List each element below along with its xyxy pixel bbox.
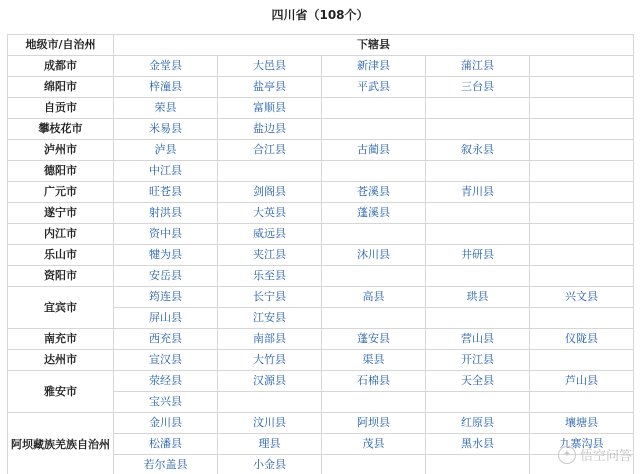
county-table — [7, 34, 634, 474]
city-name: 广元市 — [8, 182, 114, 203]
county-name — [322, 308, 426, 329]
city-name: 攀枝花市 — [8, 119, 114, 140]
county-name: 威远县 — [218, 224, 322, 245]
county-name: 青川县 — [426, 182, 530, 203]
table-row — [8, 287, 634, 308]
county-name: 叙永县 — [426, 140, 530, 161]
county-name — [426, 203, 530, 224]
county-name: 盐边县 — [218, 119, 322, 140]
county-name — [530, 266, 634, 287]
county-name — [218, 161, 322, 182]
county-name — [530, 350, 634, 371]
city-name: 泸州市 — [8, 140, 114, 161]
county-name: 阿坝县 — [322, 413, 426, 434]
watermark — [558, 445, 632, 464]
county-name: 天全县 — [426, 371, 530, 392]
table-row — [8, 77, 634, 98]
county-name: 沐川县 — [322, 245, 426, 266]
city-name: 遂宁市 — [8, 203, 114, 224]
county-name: 新津县 — [322, 56, 426, 77]
county-name: 汶川县 — [218, 413, 322, 434]
county-name: 富顺县 — [218, 98, 322, 119]
county-name: 高县 — [322, 287, 426, 308]
county-name: 三台县 — [426, 77, 530, 98]
county-name: 兴文县 — [530, 287, 634, 308]
table-row — [8, 371, 634, 392]
county-name: 夹江县 — [218, 245, 322, 266]
county-name: 南部县 — [218, 329, 322, 350]
county-name — [530, 77, 634, 98]
table-row — [8, 203, 634, 224]
table-row — [8, 56, 634, 77]
county-name: 蓬安县 — [322, 329, 426, 350]
city-name: 达州市 — [8, 350, 114, 371]
county-name — [426, 224, 530, 245]
county-name: 苍溪县 — [322, 182, 426, 203]
county-name: 射洪县 — [114, 203, 218, 224]
county-name — [530, 140, 634, 161]
city-name: 宜宾市 — [8, 287, 114, 329]
city-name: 成都市 — [8, 56, 114, 77]
county-name: 西充县 — [114, 329, 218, 350]
table-row — [8, 98, 634, 119]
county-name: 旺苍县 — [114, 182, 218, 203]
table-row — [8, 140, 634, 161]
county-name: 梓潼县 — [114, 77, 218, 98]
county-name: 江安县 — [218, 308, 322, 329]
county-name: 井研县 — [426, 245, 530, 266]
county-name — [322, 224, 426, 245]
county-name: 合江县 — [218, 140, 322, 161]
county-name — [322, 98, 426, 119]
county-name: 金堂县 — [114, 56, 218, 77]
table-row — [8, 329, 634, 350]
city-name: 绵阳市 — [8, 77, 114, 98]
county-name: 宣汉县 — [114, 350, 218, 371]
county-name: 宝兴县 — [114, 392, 218, 413]
county-name: 长宁县 — [218, 287, 322, 308]
county-name: 古蔺县 — [322, 140, 426, 161]
county-name: 营山县 — [426, 329, 530, 350]
county-name: 平武县 — [322, 77, 426, 98]
county-name: 米易县 — [114, 119, 218, 140]
county-name: 金川县 — [114, 413, 218, 434]
county-name — [426, 161, 530, 182]
county-name: 开江县 — [426, 350, 530, 371]
county-name — [426, 266, 530, 287]
county-name — [530, 182, 634, 203]
header-city: 地级市/自治州 — [8, 35, 114, 56]
county-name — [322, 119, 426, 140]
county-name: 泸县 — [114, 140, 218, 161]
table-header-row — [8, 35, 634, 56]
county-name — [530, 245, 634, 266]
table-row — [8, 266, 634, 287]
table-body — [8, 56, 634, 474]
county-name: 汉源县 — [218, 371, 322, 392]
county-name — [530, 224, 634, 245]
table-row — [8, 224, 634, 245]
county-name: 珙县 — [426, 287, 530, 308]
county-name — [426, 455, 530, 474]
county-name: 芦山县 — [530, 371, 634, 392]
county-name — [322, 392, 426, 413]
city-name: 雅安市 — [8, 371, 114, 413]
city-name: 内江市 — [8, 224, 114, 245]
page-title: 四川省（108个） — [271, 8, 369, 22]
county-name — [530, 119, 634, 140]
county-name: 若尔盖县 — [114, 455, 218, 474]
city-name: 德阳市 — [8, 161, 114, 182]
county-name: 大英县 — [218, 203, 322, 224]
county-name — [530, 392, 634, 413]
table-row — [8, 161, 634, 182]
county-name — [530, 56, 634, 77]
table-row — [8, 413, 634, 434]
header-counties: 下辖县 — [114, 35, 634, 56]
table-row — [8, 245, 634, 266]
chat-bubble-icon: ✦ — [558, 446, 576, 464]
table-row — [8, 119, 634, 140]
county-name: 理县 — [218, 434, 322, 455]
city-name: 自贡市 — [8, 98, 114, 119]
city-name: 乐山市 — [8, 245, 114, 266]
county-name: 黑水县 — [426, 434, 530, 455]
county-name: 松潘县 — [114, 434, 218, 455]
city-name: 资阳市 — [8, 266, 114, 287]
county-name — [322, 455, 426, 474]
county-name: 仪陇县 — [530, 329, 634, 350]
table-row — [8, 182, 634, 203]
county-name: 大邑县 — [218, 56, 322, 77]
county-name: 蒲江县 — [426, 56, 530, 77]
county-name: 资中县 — [114, 224, 218, 245]
county-name — [530, 98, 634, 119]
county-name — [530, 203, 634, 224]
county-name: 乐至县 — [218, 266, 322, 287]
city-name: 南充市 — [8, 329, 114, 350]
county-name: 九寨沟县 — [530, 434, 634, 455]
table-row — [8, 350, 634, 371]
county-name: 犍为县 — [114, 245, 218, 266]
county-name: 大竹县 — [218, 350, 322, 371]
city-name: 阿坝藏族羌族自治州 — [8, 413, 114, 474]
county-name: 壤塘县 — [530, 413, 634, 434]
county-name — [426, 119, 530, 140]
county-name: 蓬溪县 — [322, 203, 426, 224]
county-name: 渠县 — [322, 350, 426, 371]
county-name: 安岳县 — [114, 266, 218, 287]
county-name — [322, 266, 426, 287]
county-name — [426, 392, 530, 413]
county-name: 盐亭县 — [218, 77, 322, 98]
county-name: 剑阁县 — [218, 182, 322, 203]
county-name: 小金县 — [218, 455, 322, 474]
county-name — [218, 392, 322, 413]
county-name — [426, 98, 530, 119]
watermark-text: 悟空问答 — [579, 449, 632, 464]
county-name: 茂县 — [322, 434, 426, 455]
county-name: 石棉县 — [322, 371, 426, 392]
county-name: 中江县 — [114, 161, 218, 182]
county-name: 荣县 — [114, 98, 218, 119]
county-name: 屏山县 — [114, 308, 218, 329]
county-name: 筠连县 — [114, 287, 218, 308]
county-name — [530, 308, 634, 329]
county-name: 荥经县 — [114, 371, 218, 392]
county-name — [322, 161, 426, 182]
county-name — [426, 308, 530, 329]
county-name: 红原县 — [426, 413, 530, 434]
county-name — [530, 161, 634, 182]
